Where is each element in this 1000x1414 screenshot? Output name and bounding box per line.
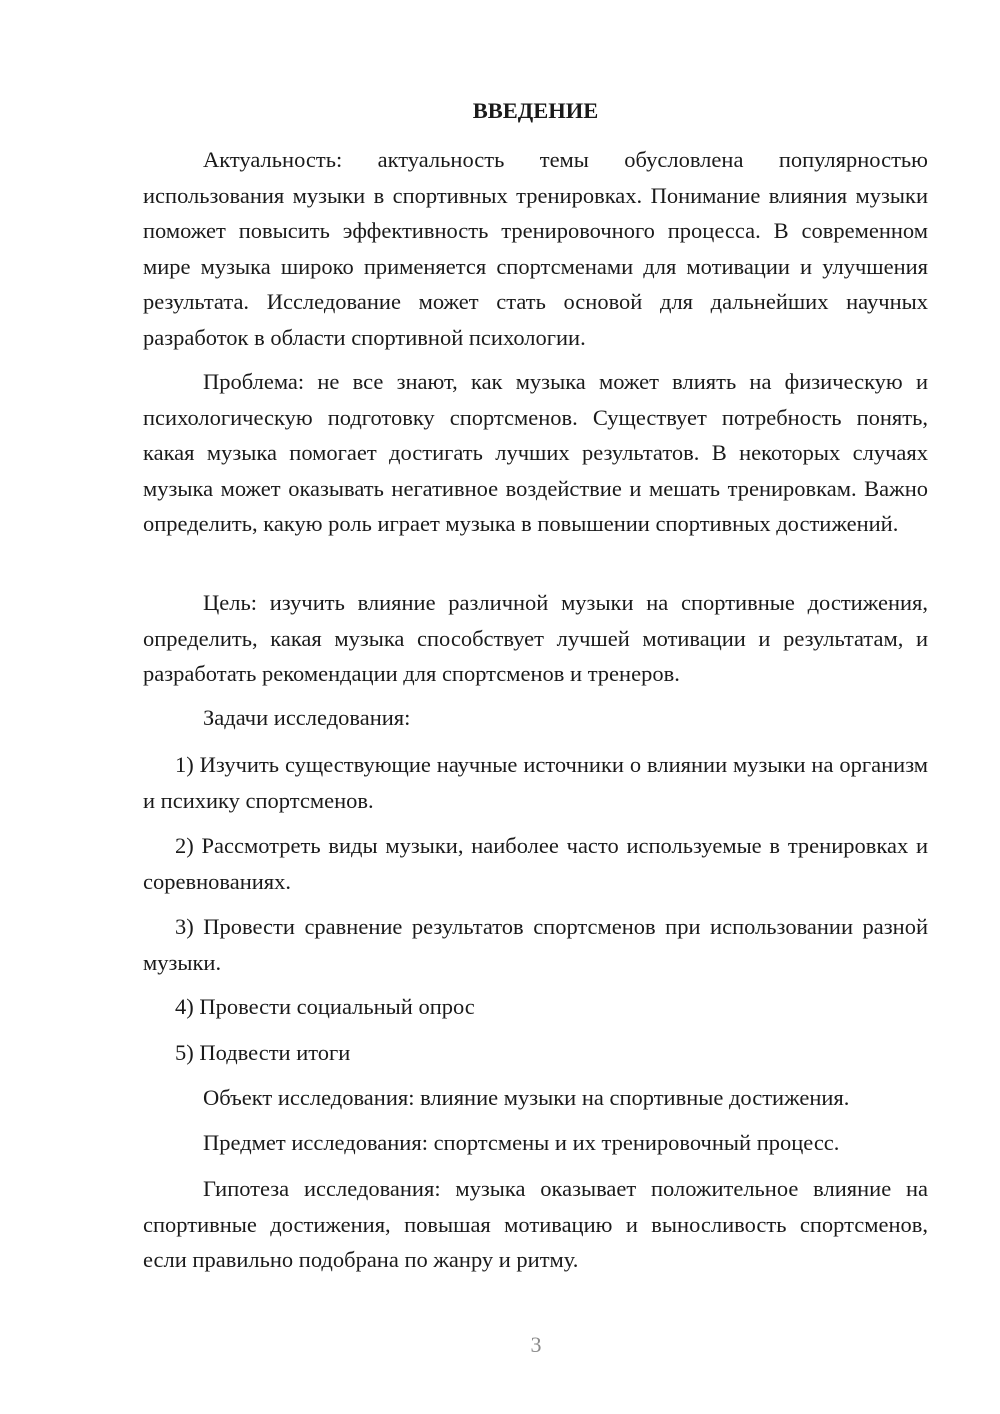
object-paragraph: Объект исследования: влияние музыки на спортивные достижения. <box>203 1085 850 1110</box>
goal-paragraph: Цель: изучить влияние различной музыки на спортивные достижения, определить, какая музыка способствует лучшей мотивации и результатам, и разработать рекомендации для спортсменов и тренеров. <box>143 590 928 686</box>
page-title: ВВЕДЕНИЕ <box>472 98 599 123</box>
task-item: 2) Рассмотреть виды музыки, наиболее часто используемые в тренировках и соревнованиях. <box>143 833 928 894</box>
task-item: 3) Провести сравнение результатов спортсменов при использовании разной музыки. <box>143 914 928 975</box>
task-item: 1) Изучить существующие научные источники о влиянии музыки на организм и психику спортсменов. <box>143 752 928 813</box>
relevance-paragraph: Актуальность: актуальность темы обусловлена популярностью использования музыки в спортивных тренировках. Понимание влияния музыки поможет повысить эффективность тренировочного процесса. В современном мире музыка широко применяется спортсменами для мотивации и улучшения результата. Исследование может стать основой для дальнейших научных разработок в области спортивной психологии. <box>143 147 928 350</box>
page-number: 3 <box>530 1332 542 1357</box>
task-item: 4) Провести социальный опрос <box>175 994 475 1019</box>
tasks-heading: Задачи исследования: <box>203 705 411 730</box>
task-item: 5) Подвести итоги <box>175 1040 351 1065</box>
hypothesis-paragraph: Гипотеза исследования: музыка оказывает положительное влияние на спортивные достижения, повышая мотивацию и выносливость спортсменов, если правильно подобрана по жанру и ритму. <box>143 1176 928 1272</box>
problem-paragraph: Проблема: не все знают, как музыка может влиять на физическую и психологическую подготовку спортсменов. Существует потребность понять, какая музыка помогает достигать лучших результатов. В некоторых случаях музыка может оказывать негативное воздействие и мешать тренировкам. Важно определить, какую роль играет музыка в повышении спортивных достижений. <box>143 369 928 536</box>
subject-paragraph: Предмет исследования: спортсмены и их тренировочный процесс. <box>203 1130 840 1155</box>
